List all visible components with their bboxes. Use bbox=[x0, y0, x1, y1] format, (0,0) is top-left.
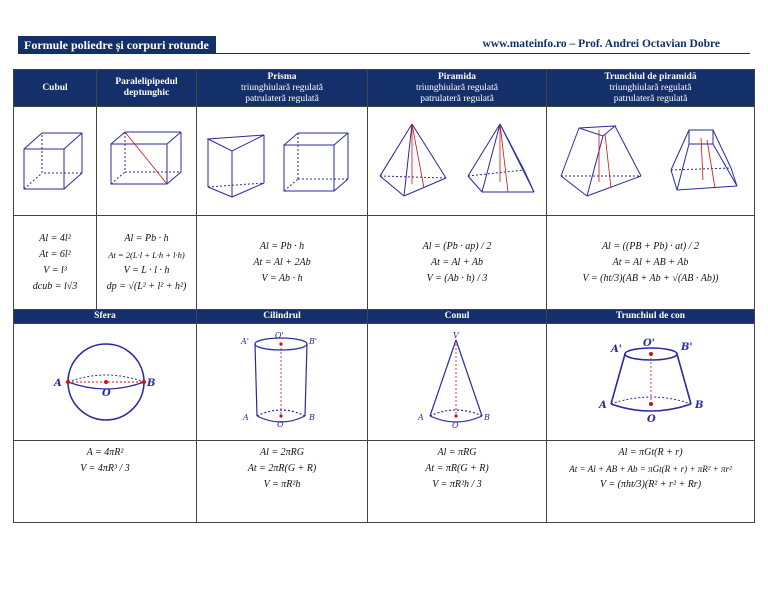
svg-text:O: O bbox=[102, 388, 111, 399]
svg-text:A: A bbox=[598, 400, 607, 411]
col-header-con: Conul bbox=[368, 310, 547, 324]
cube-formulas: Al = 4l² At = 6l² V = l³ dcub = l√3 bbox=[14, 216, 97, 310]
svg-text:B': B' bbox=[309, 337, 318, 346]
svg-text:B: B bbox=[484, 413, 490, 422]
pyramid-figures bbox=[368, 107, 547, 216]
col-header-sfera: Sfera bbox=[14, 310, 197, 324]
col-header-cub: Cubul bbox=[14, 70, 97, 107]
formulas-row-round bbox=[14, 441, 755, 523]
col-header-prisma: Prisma triunghiulară regulată patrulateră regulată bbox=[197, 70, 368, 107]
cone-figure bbox=[368, 324, 547, 441]
author-credit: www.mateinfo.ro – Prof. Andrei Octavian Dobre bbox=[482, 38, 720, 50]
svg-text:A: A bbox=[54, 378, 62, 389]
svg-text:B: B bbox=[309, 413, 315, 422]
cuboid-figure bbox=[97, 107, 197, 216]
formulas-table bbox=[13, 69, 755, 523]
sphere-formulas: A = 4πR² V = 4πR³ / 3 bbox=[14, 441, 197, 523]
col-header-trunchi-piramida: Trunchiul de piramidă triunghiulară regulată patrulateră regulată bbox=[547, 70, 755, 107]
prism-figures bbox=[197, 107, 368, 216]
page-title: Formule poliedre și corpuri rotunde bbox=[18, 36, 216, 54]
cuboid-formulas: Al = Pb · h At = 2(L·l + L·h + l·h) V = L · l · h dp = √(L² + l² + h²) bbox=[97, 216, 197, 310]
frustum-cone-formulas: Al = πGt(R + r) At = Al + AB + Ab = πGt(R + r) + πR² + πr² V = (πht/3)(R² + r² + Rr) bbox=[547, 441, 755, 523]
svg-text:B: B bbox=[694, 400, 703, 411]
sphere-figure bbox=[14, 324, 197, 441]
cylinder-figure bbox=[197, 324, 368, 441]
cylinder-formulas: Al = 2πRG At = 2πR(G + R) V = πR²h bbox=[197, 441, 368, 523]
formulas-row-polyhedra bbox=[14, 216, 755, 310]
svg-text:B': B' bbox=[680, 342, 693, 353]
col-header-trunchi-con: Trunchiul de con bbox=[547, 310, 755, 324]
svg-text:A': A' bbox=[610, 344, 622, 355]
header-rule bbox=[216, 53, 750, 54]
svg-text:A: A bbox=[243, 413, 249, 422]
svg-text:O: O bbox=[646, 414, 656, 425]
svg-text:O': O' bbox=[642, 338, 655, 349]
col-header-cilindru: Cilindrul bbox=[197, 310, 368, 324]
cube-figure bbox=[14, 107, 97, 216]
svg-text:O': O' bbox=[275, 332, 284, 340]
prism-formulas: Al = Pb · h At = Al + 2Ab V = Ab · h bbox=[197, 216, 368, 310]
col-header-piramida: Piramida triunghiulară regulată patrulateră regulată bbox=[368, 70, 547, 107]
svg-text:V: V bbox=[453, 332, 459, 340]
cone-formulas: Al = πRG At = πR(G + R) V = πR²h / 3 bbox=[368, 441, 547, 523]
figures-row-polyhedra bbox=[14, 107, 755, 216]
svg-text:A': A' bbox=[241, 337, 249, 346]
frustum-cone-figure bbox=[547, 324, 755, 441]
frustum-pyramid-figures bbox=[547, 107, 755, 216]
col-header-paralelipiped: Paralelipipedul deptunghic bbox=[97, 70, 197, 107]
header-row-polyhedra bbox=[14, 70, 755, 107]
pyramid-formulas: Al = (Pb · ap) / 2 At = Al + Ab V = (Ab · h) / 3 bbox=[368, 216, 547, 310]
figures-row-round bbox=[14, 324, 755, 441]
header-row-round bbox=[14, 310, 755, 324]
svg-text:O: O bbox=[277, 420, 284, 429]
svg-text:O: O bbox=[452, 421, 459, 430]
frustum-pyramid-formulas: Al = ((PB + Pb) · at) / 2 At = Al + AB + Ab V = (ht/3)(AB + Ab + √(AB · Ab)) bbox=[547, 216, 755, 310]
svg-text:A: A bbox=[418, 413, 424, 422]
svg-text:B: B bbox=[147, 378, 156, 389]
